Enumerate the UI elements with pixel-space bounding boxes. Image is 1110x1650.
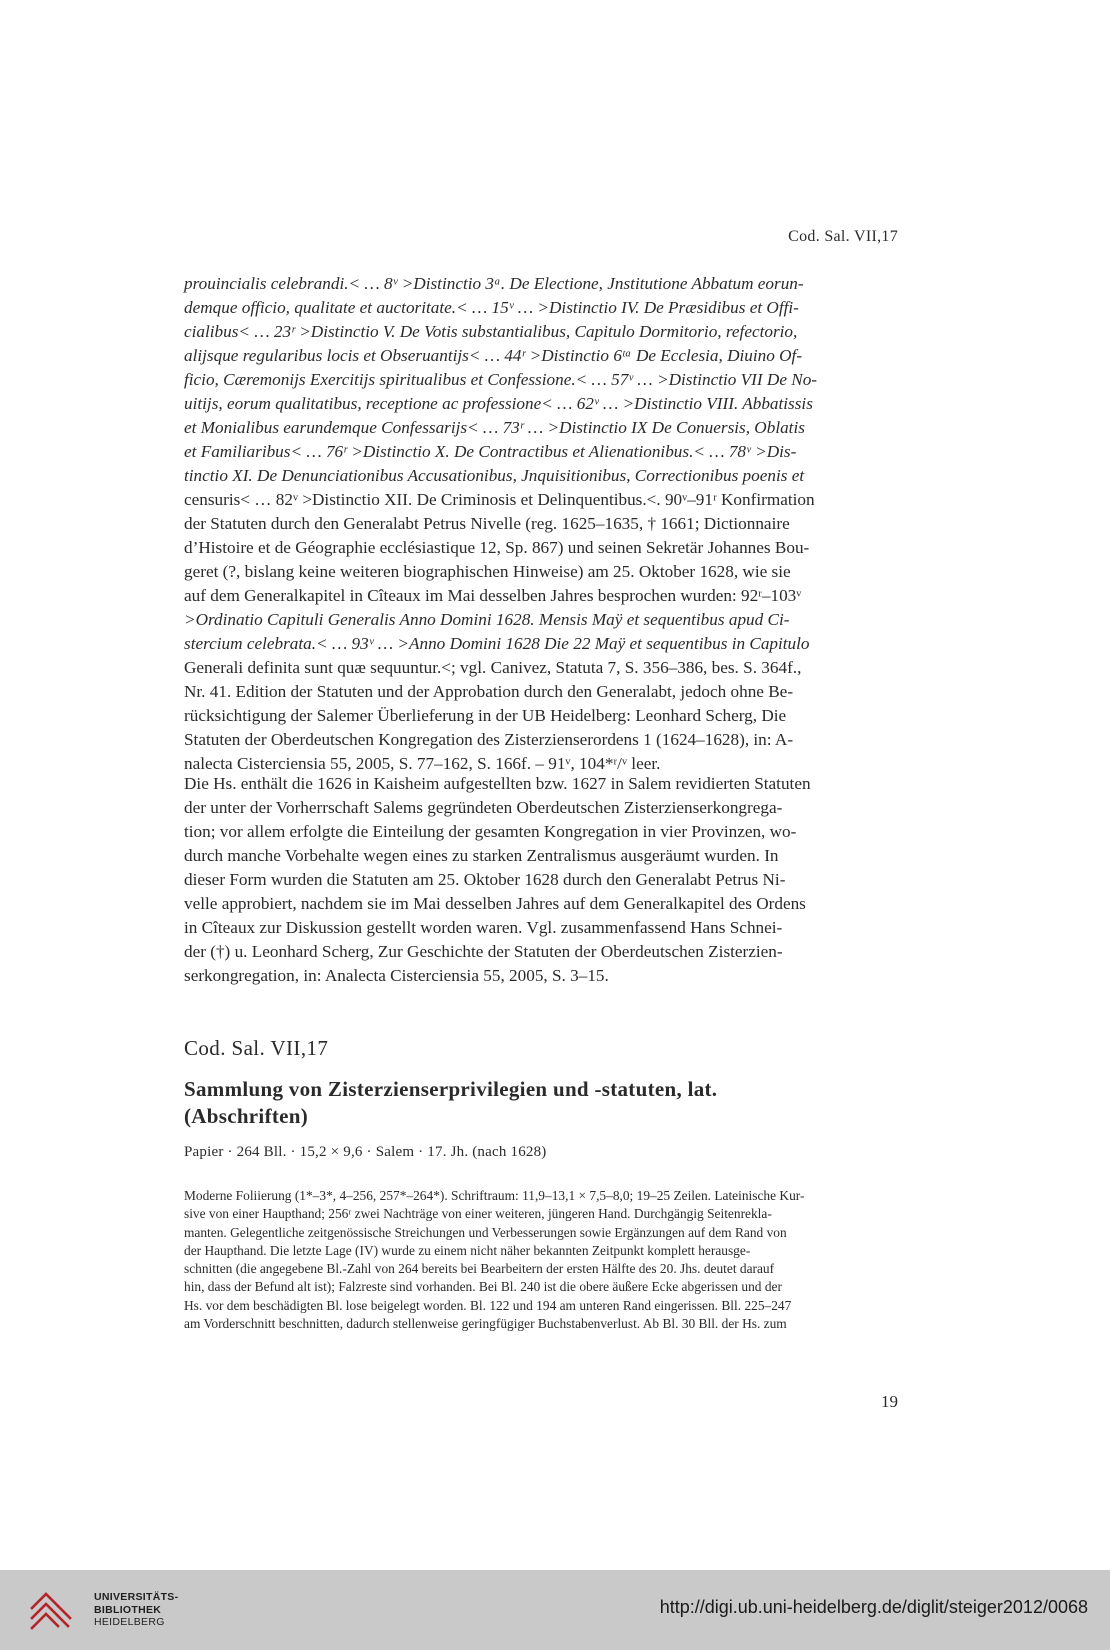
body-line: nalecta Cisterciensia 55, 2005, S. 77–162, S. 166f. – 91ᵛ, 104*ʳ/ᵛ leer. xyxy=(184,754,661,773)
library-name-line: HEIDELBERG xyxy=(94,1616,165,1628)
body-line: >Ordinatio Capituli Generalis Anno Domini 1628. Mensis Maÿ et sequentibus apud Ci- xyxy=(184,610,790,629)
body-line: rücksichtigung der Salemer Überlieferung in der UB Heidelberg: Leonhard Scherg, Die xyxy=(184,706,787,725)
desc-line: der Haupthand. Die letzte Lage (IV) wurde zu einem nicht näher bekannten Zeitpunkt komplett herausge- xyxy=(184,1242,751,1258)
body-line: prouincialis celebrandi.< … 8ᵛ >Distinctio 3ᵃ. De Electione, Jnstitutione Abbatum eorun- xyxy=(184,274,804,293)
body-line: uitijs, eorum qualitatibus, receptione ac professione< … 62ᵛ … >Distinctio VIII. Abbatissis xyxy=(184,394,813,413)
body-line: d’Histoire et de Géographie ecclésiastique 12, Sp. 867) und seinen Sekretär Johannes Bou- xyxy=(184,538,810,557)
body-line: velle approbiert, nachdem sie im Mai desselben Jahres auf dem Generalkapitel des Ordens xyxy=(184,894,806,913)
body-line: der Statuten durch den Generalabt Petrus Nivelle (reg. 1625–1635, † 1661; Dictionnaire xyxy=(184,514,790,533)
section-heading: Cod. Sal. VII,17 xyxy=(184,1036,329,1060)
body-line: der (†) u. Leonhard Scherg, Zur Geschichte der Statuten der Oberdeutschen Zisterzien- xyxy=(184,942,783,961)
title-line: (Abschriften) xyxy=(184,1104,309,1128)
body-line: demque officio, qualitate et auctoritate.< … 15ᵛ … >Distinctio IV. De Præsidibus et Offi- xyxy=(184,298,799,317)
library-name-line: BIBLIOTHEK xyxy=(94,1603,162,1616)
body-line: auf dem Generalkapitel in Cîteaux im Mai desselben Jahres besprochen wurden: 92ʳ–103ᵛ xyxy=(184,586,802,605)
permalink-url[interactable]: http://digi.ub.uni-heidelberg.de/diglit/steiger2012/0068 xyxy=(659,1597,1088,1617)
body-line: stercium celebrata.< … 93ᵛ … >Anno Domini 1628 Die 22 Maÿ et sequentibus in Capitulo xyxy=(184,634,810,653)
desc-line: sive von einer Haupthand; 256ʳ zwei Nachträge von einer weiteren, jüngeren Hand. Durchgängig Seitenrekla- xyxy=(184,1206,772,1222)
body-line: serkongregation, in: Analecta Cisterciensia 55, 2005, S. 3–15. xyxy=(184,966,609,985)
body-line: geret (?, bislang keine weiteren biographischen Hinweise) am 25. Oktober 1628, wie sie xyxy=(184,562,791,581)
body-line: der unter der Vorherrschaft Salems gegründeten Oberdeutschen Zisterzienserkongrega- xyxy=(184,798,783,817)
body-line: dieser Form wurden die Statuten am 25. Oktober 1628 durch den Generalabt Petrus Ni- xyxy=(184,870,786,889)
body-line: cialibus< … 23ʳ >Distinctio V. De Votis substantialibus, Capitulo Dormitorio, refectorio, xyxy=(184,322,798,341)
desc-line: hin, dass der Befund alt ist); Falzreste sind vorhanden. Bei Bl. 240 ist die obere äußere Ecke abgerissen und der xyxy=(184,1279,782,1295)
body-line: in Cîteaux zur Diskussion gestellt worden waren. Vgl. zusammenfassend Hans Schnei- xyxy=(184,918,783,937)
manuscript-title xyxy=(184,1076,899,1130)
body-line: Statuten der Oberdeutschen Kongregation des Zisterzienserordens 1 (1624–1628), in: A- xyxy=(184,730,794,749)
body-line: tion; vor allem erfolgte die Einteilung der gesamten Kongregation in vier Provinzen, wo- xyxy=(184,822,797,841)
body-line: censuris< … 82ᵛ >Distinctio XII. De Criminosis et Delinquentibus.<. 90ᵛ–91ʳ Konfirmation xyxy=(184,490,815,509)
body-line: Generali definita sunt quæ sequuntur.<; vgl. Canivez, Statuta 7, S. 356–386, bes. S. 364f., xyxy=(184,658,802,677)
body-line: et Monialibus earundemque Confessarijs< … 73ʳ … >Distinctio IX De Conuersis, Oblatis xyxy=(184,418,805,437)
body-line: ficio, Cæremonijs Exercitijs spiritualibus et Confessione.< … 57ᵛ … >Distinctio VII De No- xyxy=(184,370,818,389)
university-library-logo-icon[interactable] xyxy=(28,1586,82,1634)
body-paragraph-summary xyxy=(184,772,899,988)
body-line: tinctio XI. De Denunciationibus Accusationibus, Jnquisitionibus, Correctionibus poenis et xyxy=(184,466,805,485)
running-head: Cod. Sal. VII,17 xyxy=(788,228,898,245)
desc-line: Moderne Foliierung (1*–3*, 4–256, 257*–264*). Schriftraum: 11,9–13,1 × 7,5–8,0; 19–25 Zeilen. Lateinische Kur- xyxy=(184,1188,805,1203)
body-line: alijsque regularibus locis et Obseruantijs< … 44ʳ >Distinctio 6ᵗᵃ De Ecclesia, Diuino Of- xyxy=(184,346,803,365)
manuscript-meta: Papier · 264 Bll. · 15,2 × 9,6 · Salem · 17. Jh. (nach 1628) xyxy=(184,1144,547,1160)
library-name xyxy=(94,1591,178,1629)
page-number: 19 xyxy=(881,1392,898,1411)
desc-line: am Vorderschnitt beschnitten, dadurch stellenweise geringfügiger Buchstabenverlust. Ab Bl. 30 Bll. der Hs. zum xyxy=(184,1316,787,1332)
body-paragraph-continuation xyxy=(184,272,899,776)
desc-line: manten. Gelegentliche zeitgenössische Streichungen und Verbesserungen sowie Ergänzungen auf dem Rand von xyxy=(184,1224,787,1240)
library-name-line: UNIVERSITÄTS- xyxy=(94,1591,179,1603)
title-line: Sammlung von Zisterzienserprivilegien und -statuten, lat. xyxy=(184,1077,718,1101)
desc-line: schnitten (die angegebene Bl.-Zahl von 264 bereits bei Bearbeitern der ersten Hälfte des 20. Jhs. deutet darauf xyxy=(184,1261,775,1277)
desc-line: Hs. vor dem beschädigten Bl. lose beigelegt worden. Bl. 122 und 194 am unteren Rand eingerissen. Bll. 225–247 xyxy=(184,1297,792,1313)
body-line: Die Hs. enthält die 1626 in Kaisheim aufgestellten bzw. 1627 in Salem revidierten Statuten xyxy=(184,774,811,793)
codicological-description xyxy=(184,1187,899,1333)
viewer-footer-bar xyxy=(0,1570,1110,1650)
body-line: et Familiaribus< … 76ʳ >Distinctio X. De Contractibus et Alienationibus.< … 78ᵛ >Dis- xyxy=(184,442,797,461)
body-line: Nr. 41. Edition der Statuten und der Approbation durch den Generalabt, jedoch ohne Be- xyxy=(184,682,794,701)
body-line: durch manche Vorbehalte wegen eines zu starken Zentralismus ausgeräumt wurden. In xyxy=(184,846,779,865)
